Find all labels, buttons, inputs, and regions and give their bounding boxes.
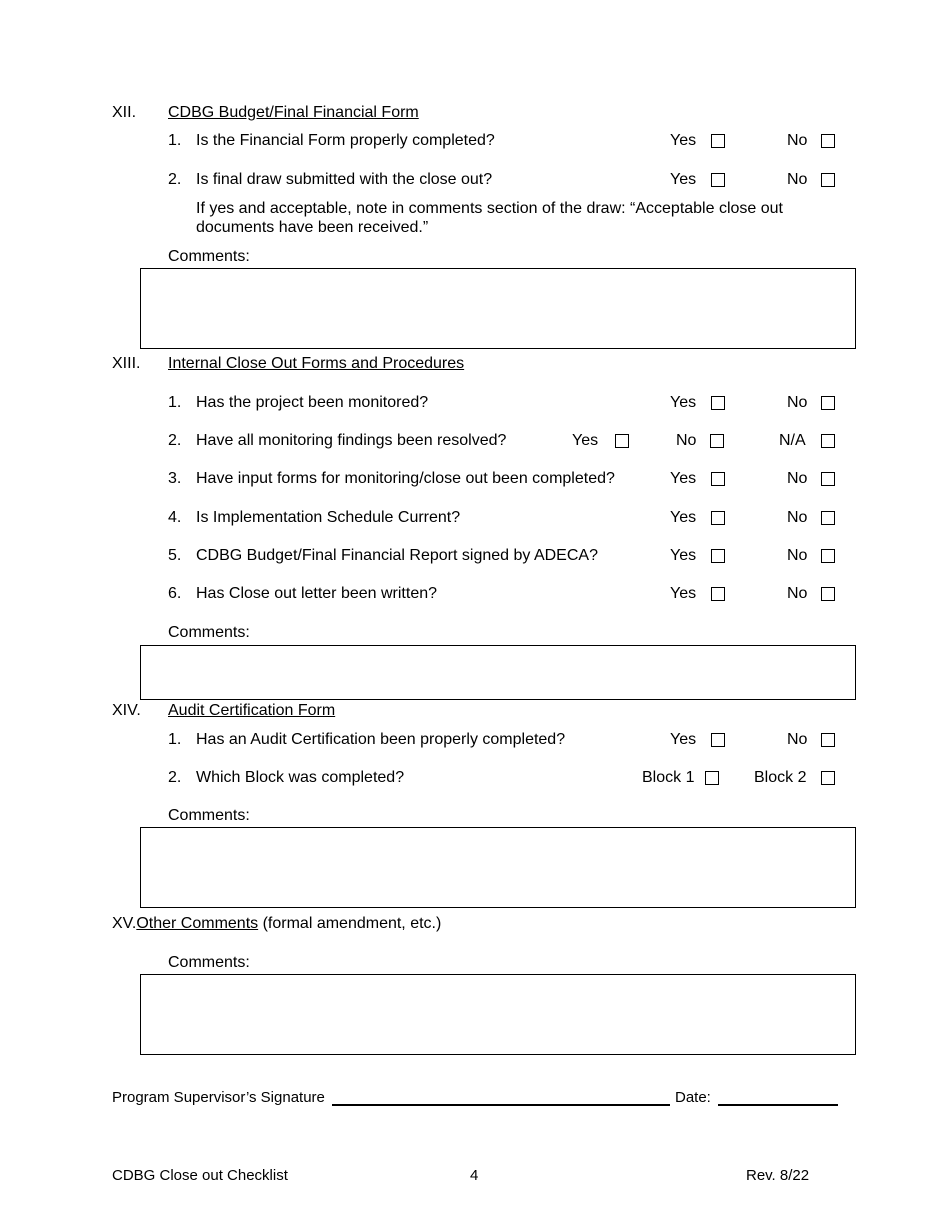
section-xii-numeral: XII.	[112, 104, 137, 121]
comments-box[interactable]	[140, 268, 856, 349]
comments-box[interactable]	[140, 974, 856, 1055]
question-number: 2.	[168, 769, 182, 786]
yes-label: Yes	[670, 731, 697, 748]
comments-label: Comments:	[168, 248, 250, 265]
yes-label: Yes	[670, 132, 697, 149]
instruction-note: documents have been received.”	[196, 219, 429, 236]
question-number: 2.	[168, 432, 182, 449]
no-label: No	[787, 394, 808, 411]
no-label: No	[676, 432, 697, 449]
na-label: N/A	[779, 432, 806, 449]
section-xv-numeral: XV.	[112, 915, 137, 932]
block1-checkbox[interactable]	[705, 771, 719, 785]
question-number: 6.	[168, 585, 182, 602]
question-text: Have all monitoring findings been resolved?	[196, 432, 507, 449]
question-number: 3.	[168, 470, 182, 487]
section-xii-title: CDBG Budget/Final Financial Form	[168, 104, 419, 121]
yes-label: Yes	[670, 585, 697, 602]
date-line[interactable]	[718, 1104, 838, 1106]
no-label: No	[787, 171, 808, 188]
no-checkbox[interactable]	[821, 134, 835, 148]
section-xv-subtitle: (formal amendment, etc.)	[258, 915, 442, 932]
yes-checkbox[interactable]	[711, 511, 725, 525]
no-label: No	[787, 470, 808, 487]
question-text: Has the project been monitored?	[196, 394, 429, 411]
yes-checkbox[interactable]	[711, 549, 725, 563]
question-text: Is Implementation Schedule Current?	[196, 509, 461, 526]
na-checkbox[interactable]	[821, 434, 835, 448]
yes-checkbox[interactable]	[711, 472, 725, 486]
comments-box[interactable]	[140, 827, 856, 908]
question-number: 1.	[168, 731, 182, 748]
question-number: 1.	[168, 132, 182, 149]
no-checkbox[interactable]	[710, 434, 724, 448]
comments-label: Comments:	[168, 624, 250, 641]
comments-label: Comments:	[168, 807, 250, 824]
yes-checkbox[interactable]	[711, 173, 725, 187]
no-checkbox[interactable]	[821, 173, 835, 187]
section-xv-heading	[112, 916, 441, 932]
question-number: 2.	[168, 171, 182, 188]
question-text: Have input forms for monitoring/close out been completed?	[196, 470, 615, 487]
yes-checkbox[interactable]	[711, 587, 725, 601]
footer-document-title: CDBG Close out Checklist	[112, 1167, 288, 1184]
comments-box[interactable]	[140, 645, 856, 700]
yes-checkbox[interactable]	[711, 396, 725, 410]
yes-label: Yes	[572, 432, 599, 449]
question-text: CDBG Budget/Final Financial Report signed by ADECA?	[196, 547, 598, 564]
no-label: No	[787, 547, 808, 564]
comments-label: Comments:	[168, 954, 250, 971]
question-text: Has an Audit Certification been properly completed?	[196, 731, 566, 748]
no-label: No	[787, 509, 808, 526]
yes-label: Yes	[670, 394, 697, 411]
question-number: 1.	[168, 394, 182, 411]
yes-label: Yes	[670, 470, 697, 487]
page-number: 4	[470, 1167, 479, 1184]
block2-checkbox[interactable]	[821, 771, 835, 785]
section-xiv-title: Audit Certification Form	[168, 702, 336, 719]
yes-label: Yes	[670, 509, 697, 526]
yes-checkbox[interactable]	[615, 434, 629, 448]
no-label: No	[787, 132, 808, 149]
no-checkbox[interactable]	[821, 511, 835, 525]
no-label: No	[787, 731, 808, 748]
yes-label: Yes	[670, 547, 697, 564]
signature-label: Program Supervisor’s Signature	[112, 1089, 325, 1106]
block2-label: Block 2	[754, 769, 807, 786]
revision-label: Rev. 8/22	[746, 1167, 810, 1184]
section-xiii-title: Internal Close Out Forms and Procedures	[168, 355, 465, 372]
instruction-note: If yes and acceptable, note in comments section of the draw: “Acceptable close out	[196, 200, 783, 217]
yes-label: Yes	[670, 171, 697, 188]
no-checkbox[interactable]	[821, 549, 835, 563]
date-label: Date:	[675, 1089, 711, 1106]
question-number: 5.	[168, 547, 182, 564]
question-text: Which Block was completed?	[196, 769, 405, 786]
question-number: 4.	[168, 509, 182, 526]
section-xv-title: Other Comments	[136, 915, 259, 932]
yes-checkbox[interactable]	[711, 134, 725, 148]
signature-line[interactable]	[332, 1104, 670, 1106]
section-xiii-numeral: XIII.	[112, 355, 141, 372]
no-checkbox[interactable]	[821, 472, 835, 486]
question-text: Is final draw submitted with the close out?	[196, 171, 493, 188]
no-checkbox[interactable]	[821, 587, 835, 601]
question-text: Has Close out letter been written?	[196, 585, 438, 602]
section-xiv-numeral: XIV.	[112, 702, 141, 719]
block1-label: Block 1	[642, 769, 695, 786]
yes-checkbox[interactable]	[711, 733, 725, 747]
no-checkbox[interactable]	[821, 396, 835, 410]
no-label: No	[787, 585, 808, 602]
no-checkbox[interactable]	[821, 733, 835, 747]
question-text: Is the Financial Form properly completed?	[196, 132, 495, 149]
